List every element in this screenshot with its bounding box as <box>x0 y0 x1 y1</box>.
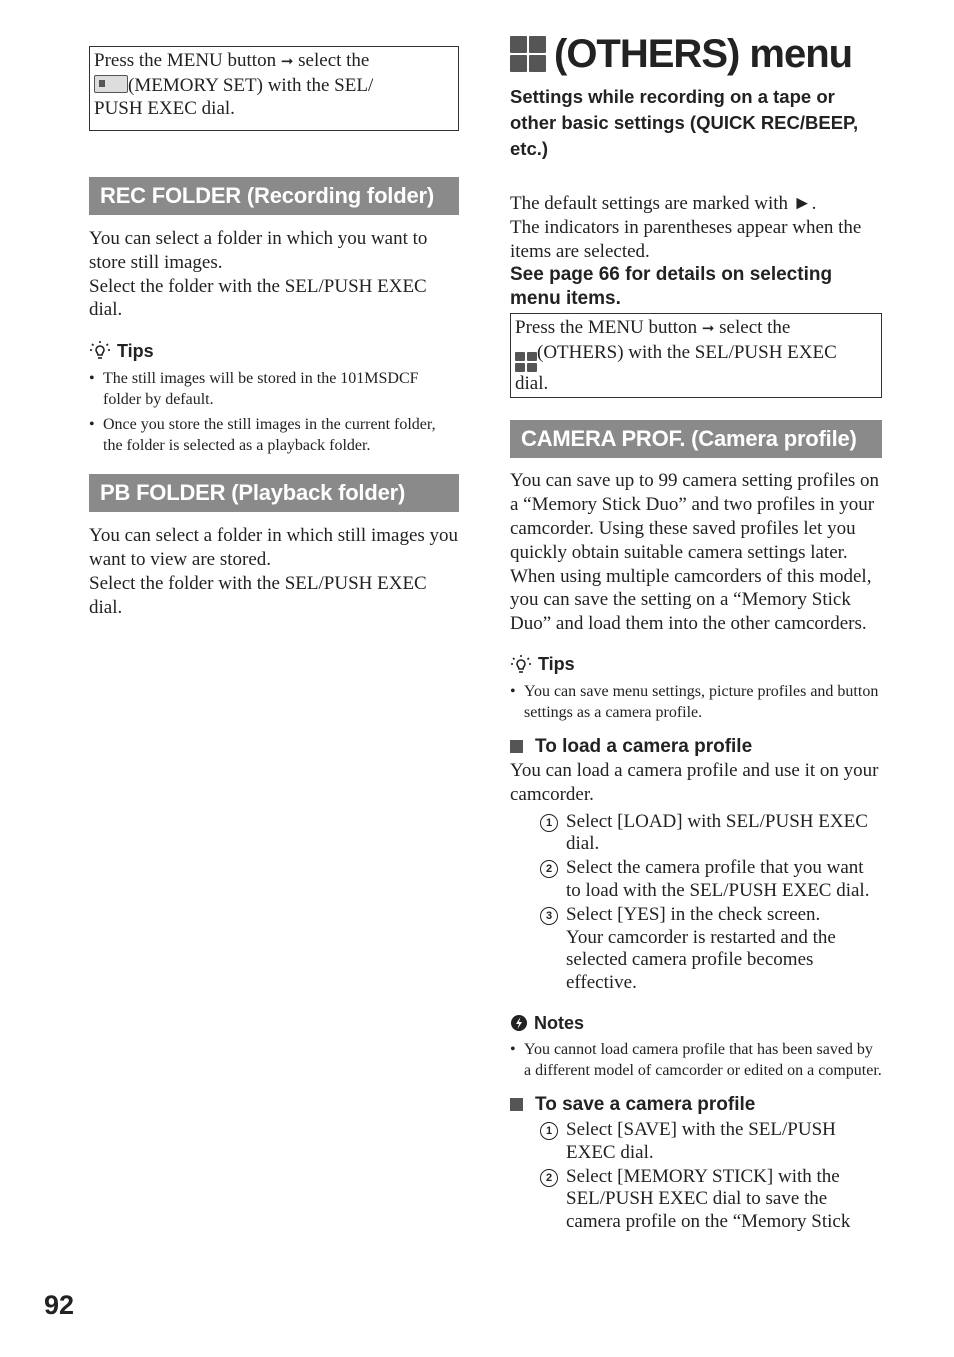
list-item <box>540 811 882 857</box>
menu-box-text: Press the MENU button <box>94 50 277 71</box>
list-item <box>540 857 882 903</box>
list-item <box>540 1119 882 1165</box>
tips-heading <box>89 340 459 362</box>
step-text: Select [LOAD] with SEL/PUSH EXEC dial. <box>566 810 868 855</box>
save-profile-heading-text: To save a camera profile <box>535 1093 756 1115</box>
load-profile-heading <box>510 735 882 759</box>
step-text: Select [SAVE] with the SEL/PUSH EXEC dial. <box>566 1118 836 1163</box>
menu-box-text: dial. <box>515 372 549 394</box>
step-number-icon: 3 <box>540 907 558 925</box>
menu-box-text: (MEMORY SET) with the SEL/ <box>128 74 374 96</box>
step-number-icon: 2 <box>540 1169 558 1187</box>
others-menu-box <box>510 313 882 398</box>
tips-heading <box>510 654 882 676</box>
page-title <box>510 30 882 78</box>
list-item <box>540 1166 882 1234</box>
menu-box-text: (OTHERS) with the SEL/PUSH EXEC <box>537 341 837 363</box>
page-subtitle: Settings while recording on a tape or other basic settings (QUICK REC/BEEP, etc.) <box>510 86 859 159</box>
menu-box-text: PUSH EXEC dial. <box>94 98 235 119</box>
save-profile-heading <box>510 1093 882 1117</box>
tips-label: Tips <box>538 654 575 675</box>
step-text: Select the camera profile that you want to load with the SEL/PUSH EXEC dial. <box>566 857 870 901</box>
camera-prof-body: You can save up to 99 camera setting profiles on a “Memory Stick Duo” and two profiles in your camcorder. Using these saved profiles let you quickly obtain suitable camera settings later. When using multiple camcorders of this model, you can save the setting on a “Memory Stick Duo” and load them into the other camcorders. <box>510 470 880 635</box>
square-bullet-icon <box>510 1098 523 1111</box>
step-text: Select [YES] in the check screen. <box>566 903 821 925</box>
load-profile-heading-text: To load a camera profile <box>535 735 753 757</box>
default-settings-text: The default settings are marked with ►. <box>510 193 817 214</box>
pb-folder-heading: PB FOLDER (Playback folder) <box>89 474 459 512</box>
square-bullet-icon <box>510 740 523 753</box>
step-number-icon: 1 <box>540 1122 558 1140</box>
step-number-icon: 2 <box>540 860 558 878</box>
menu-box-text: select the <box>298 50 370 71</box>
menu-box-text: Press the MENU button <box>515 317 698 339</box>
right-column <box>510 30 882 1235</box>
tips-list <box>89 368 459 456</box>
save-steps <box>510 1119 882 1234</box>
see-page-reference: See page 66 for details on selecting menu items. <box>510 264 833 310</box>
pb-folder-body: You can select a folder in which still images you want to view are stored. <box>89 525 459 570</box>
indicators-text: The indicators in parentheses appear when the items are selected. <box>510 216 862 262</box>
page-title-text: (OTHERS) menu <box>554 32 853 76</box>
page-number: 92 <box>44 1290 75 1320</box>
load-steps <box>510 811 882 995</box>
lightbulb-icon <box>89 340 111 362</box>
list-item <box>540 904 882 995</box>
rec-folder-body: You can select a folder in which you want to store still images. <box>89 228 428 273</box>
lightbulb-icon <box>510 654 532 676</box>
memory-set-icon <box>94 75 128 93</box>
tips-list <box>510 681 882 723</box>
notes-label: Notes <box>534 1012 585 1033</box>
step-note: Your camcorder is restarted and the selected camera profile becomes effective. <box>566 926 836 994</box>
others-icon <box>515 352 537 372</box>
list-item: • You cannot load camera profile that has been saved by a different model of camcorder or edited on a computer. <box>510 1039 882 1081</box>
step-number-icon: 1 <box>540 814 558 832</box>
rec-folder-heading: REC FOLDER (Recording folder) <box>89 177 459 215</box>
menu-box-text: select the <box>719 317 791 339</box>
list-item: • Once you store the still images in the current folder, the folder is selected as a playback folder. <box>89 414 459 456</box>
tips-label: Tips <box>117 340 154 361</box>
notes-list <box>510 1039 882 1081</box>
arrow-right-icon: ➞ <box>701 319 715 338</box>
list-item: • You can save menu settings, picture profiles and button settings as a camera profile. <box>510 681 882 723</box>
rec-folder-body: Select the folder with the SEL/PUSH EXEC dial. <box>89 275 427 321</box>
memory-set-menu-box <box>89 46 459 131</box>
left-column <box>89 46 459 619</box>
others-icon <box>510 36 546 72</box>
step-text: Select [MEMORY STICK] with the SEL/PUSH EXEC dial to save the camera profile on the “Memory Stick <box>566 1165 851 1233</box>
list-item: • The still images will be stored in the 101MSDCF folder by default. <box>89 368 459 410</box>
pb-folder-body: Select the folder with the SEL/PUSH EXEC dial. <box>89 572 427 618</box>
notes-heading <box>510 1013 882 1034</box>
load-profile-intro: You can load a camera profile and use it on your camcorder. <box>510 759 879 805</box>
arrow-right-icon: ➞ <box>280 52 294 70</box>
camera-prof-heading: CAMERA PROF. (Camera profile) <box>510 420 882 458</box>
notes-warning-icon <box>510 1014 528 1032</box>
